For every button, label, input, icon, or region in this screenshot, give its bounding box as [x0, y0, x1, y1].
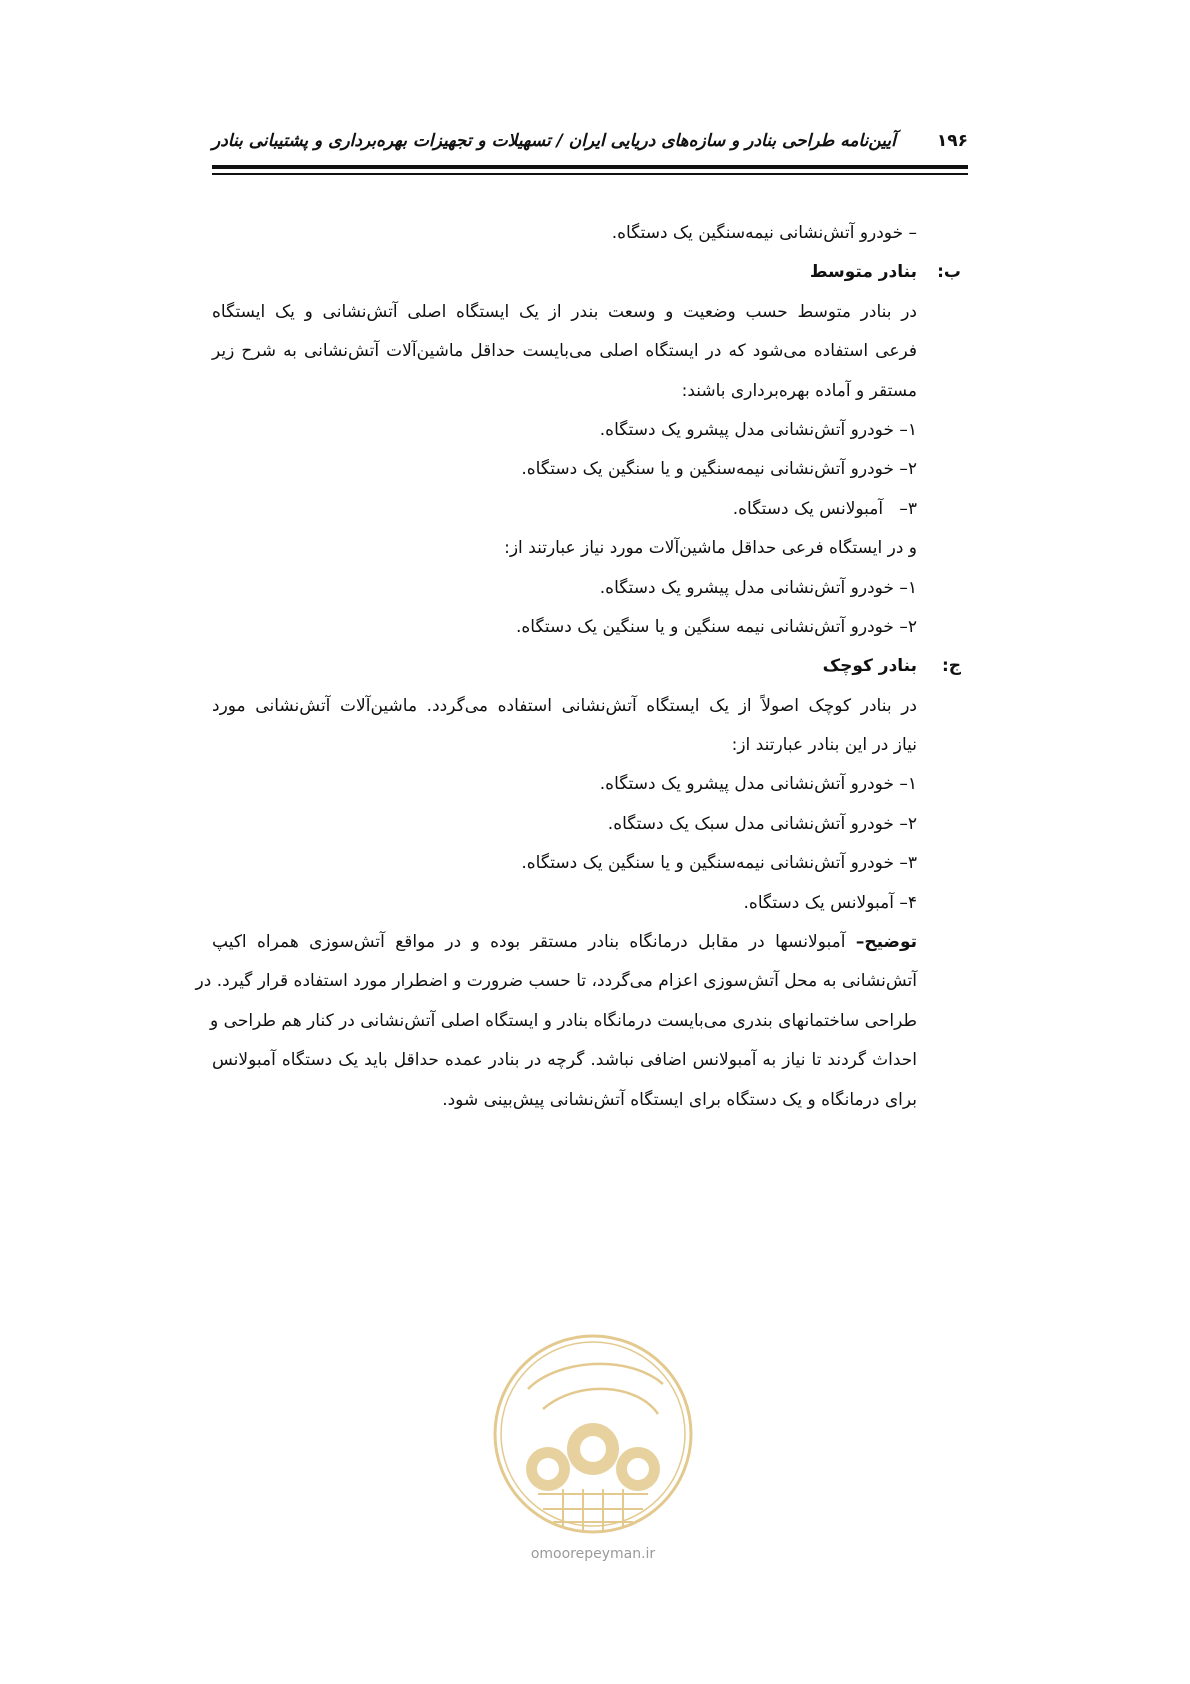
paragraph-line: در بنادر کوچک اصولاً از یک ایستگاه آتش‌نشانی استفاده می‌گردد. ماشین‌آلات آتش‌نشانی مورد	[212, 695, 917, 716]
list-item: ۲– خودرو آتش‌نشانی نیمه‌سنگین و یا سنگین یک دستگاه.	[521, 459, 917, 480]
note-line	[212, 923, 917, 962]
section-title: بنادر متوسط	[809, 262, 917, 283]
header-rule-thick	[212, 165, 968, 169]
paragraph-line: در بنادر متوسط حسب وضعیت و وسعت بندر از یک ایستگاه اصلی آتش‌نشانی و یک ایستگاه	[212, 301, 917, 322]
note-label: توضیح–	[855, 932, 917, 953]
body-text	[195, 214, 961, 1120]
section-title: بنادر کوچک	[822, 656, 917, 677]
list-item: ۴– آمبولانس یک دستگاه.	[743, 892, 917, 913]
page-header	[212, 125, 968, 161]
paragraph-line: و در ایستگاه فرعی حداقل ماشین‌آلات مورد نیاز عبارتند از:	[504, 538, 917, 559]
list-item: – خودرو آتش‌نشانی نیمه‌سنگین یک دستگاه.	[611, 223, 917, 243]
note-line: احداث گردند تا نیاز به آمبولانس اضافی نباشد. گرچه در بنادر عمده حداقل باید یک دستگاه آمبولانس	[212, 1050, 917, 1071]
running-title: آیین‌نامه طراحی بنادر و سازه‌های دریایی ایران / تسهیلات و تجهیزات بهره‌برداری و پشتیبانی بنادر	[212, 131, 896, 151]
watermark-logo	[488, 1329, 698, 1539]
note-line: برای درمانگاه و یک دستگاه برای ایستگاه آتش‌نشانی پیش‌بینی شود.	[442, 1089, 917, 1110]
section-heading-b	[212, 253, 961, 292]
list-item: ۱– خودرو آتش‌نشانی مدل پیشرو یک دستگاه.	[599, 577, 917, 598]
header-rule-thin	[212, 173, 968, 175]
section-heading-c	[212, 647, 961, 686]
list-item: ۱– خودرو آتش‌نشانی مدل پیشرو یک دستگاه.	[599, 774, 917, 795]
section-letter: ج:	[941, 656, 961, 677]
note-line: آتش‌نشانی به محل آتش‌سوزی اعزام می‌گردد، تا حسب ضرورت و اضطرار مورد استفاده قرار گیرد. در	[195, 971, 917, 992]
page-number: ۱۹۶	[936, 131, 968, 151]
list-item: ۲– خودرو آتش‌نشانی مدل سبک یک دستگاه.	[607, 813, 917, 834]
section-letter: ب:	[937, 262, 961, 283]
list-item: ۳– آمبولانس یک دستگاه.	[732, 498, 917, 519]
paragraph-line: مستقر و آماده بهره‌برداری باشند:	[681, 380, 917, 401]
note-line: طراحی ساختمانهای بندری می‌بایست درمانگاه بنادر و ایستگاه اصلی آتش‌نشانی در کنار هم طراحی و	[210, 1010, 917, 1031]
paragraph-line: نیاز در این بنادر عبارتند از:	[731, 735, 917, 756]
watermark-site: omoorepeyman.ir	[530, 1546, 656, 1562]
note-text: آمبولانسها در مقابل درمانگاه بنادر مستقر بوده و در مواقع آتش‌سوزی همراه اکیپ	[212, 932, 856, 953]
paragraph-line: فرعی استفاده می‌شود که در ایستگاه اصلی می‌بایست حداقل ماشین‌آلات آتش‌نشانی به شرح زیر	[212, 341, 917, 362]
list-item: ۳– خودرو آتش‌نشانی نیمه‌سنگین و یا سنگین یک دستگاه.	[521, 853, 917, 874]
list-item: ۲– خودرو آتش‌نشانی نیمه سنگین و یا سنگین یک دستگاه.	[515, 616, 917, 637]
list-item: ۱– خودرو آتش‌نشانی مدل پیشرو یک دستگاه.	[599, 419, 917, 440]
